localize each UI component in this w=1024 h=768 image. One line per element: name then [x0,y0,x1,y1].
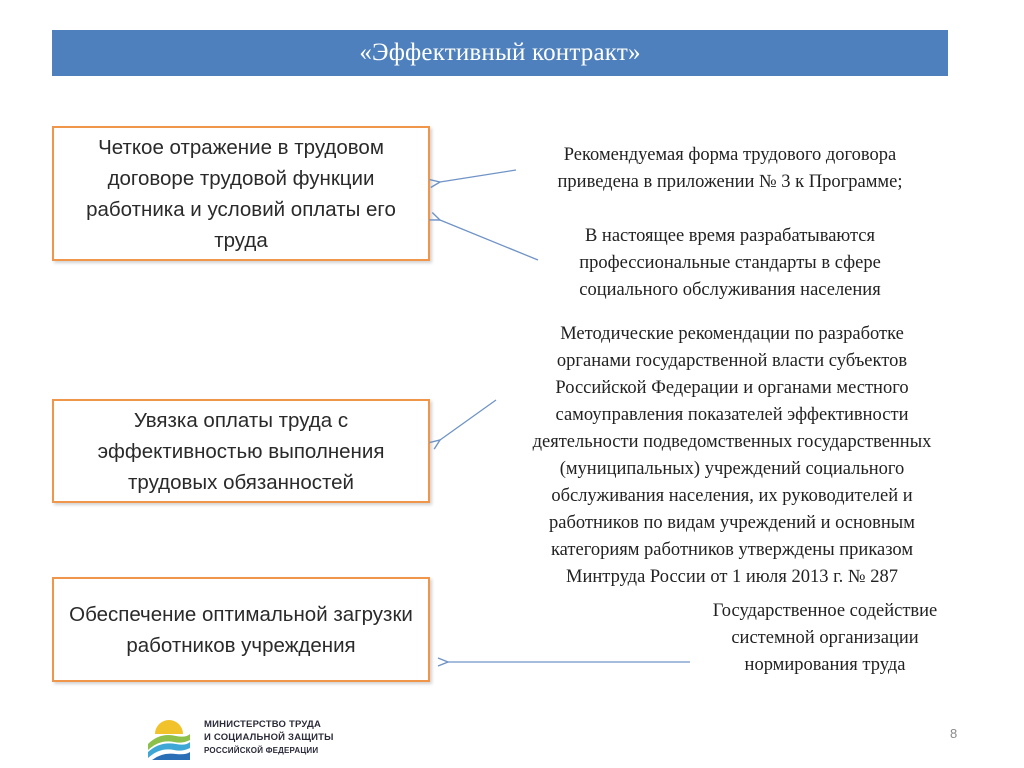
slide-title: «Эффективный контракт» [359,39,641,66]
principle-box-pay-efficiency [52,399,430,503]
page-number: 8 [950,726,958,741]
principle-box-labor-contract [52,126,430,261]
title-bar [52,30,948,76]
principle-text: Увязка оплаты труда с эффективностью выполнения трудовых обязанностей [97,408,385,494]
note-contract-form: Рекомендуемая форма трудового договора приведена в приложении № 3 к Программе; [557,145,903,192]
ministry-line: И СОЦИАЛЬНОЙ ЗАЩИТЫ [204,732,334,743]
note-labor-rationing: Государственное содействие системной организации нормирования труда [712,601,938,675]
principle-text: Обеспечение оптимальной загрузки работников учреждения [69,602,413,657]
ministry-logo-icon [146,714,192,760]
ministry-name [204,718,334,757]
ministry-line: МИНИСТЕРСТВО ТРУДА [204,719,322,730]
ministry-line: РОССИЙСКОЙ ФЕДЕРАЦИИ [204,746,319,755]
principle-box-workload [52,577,430,682]
note-methodical-recommendations: Методические рекомендации по разработке органами государственной власти субъектов Российской Федерации и органами местного самоуправления показателей эффективности деятельности подведомственных государственных (муниципальных) учреждений социального обслуживания населения, их руководителей и работников по видам учреждений и основным категориям работников утверждены приказом Минтруда России от 1 июля 2013 г. № 287 [532,324,932,587]
principle-text: Четкое отражение в трудовом договоре трудовой функции работника и условий оплаты его труда [86,135,396,252]
note-professional-standards: В настоящее время разрабатываются профессиональные стандарты в сфере социального обслуживания населения [579,226,881,300]
